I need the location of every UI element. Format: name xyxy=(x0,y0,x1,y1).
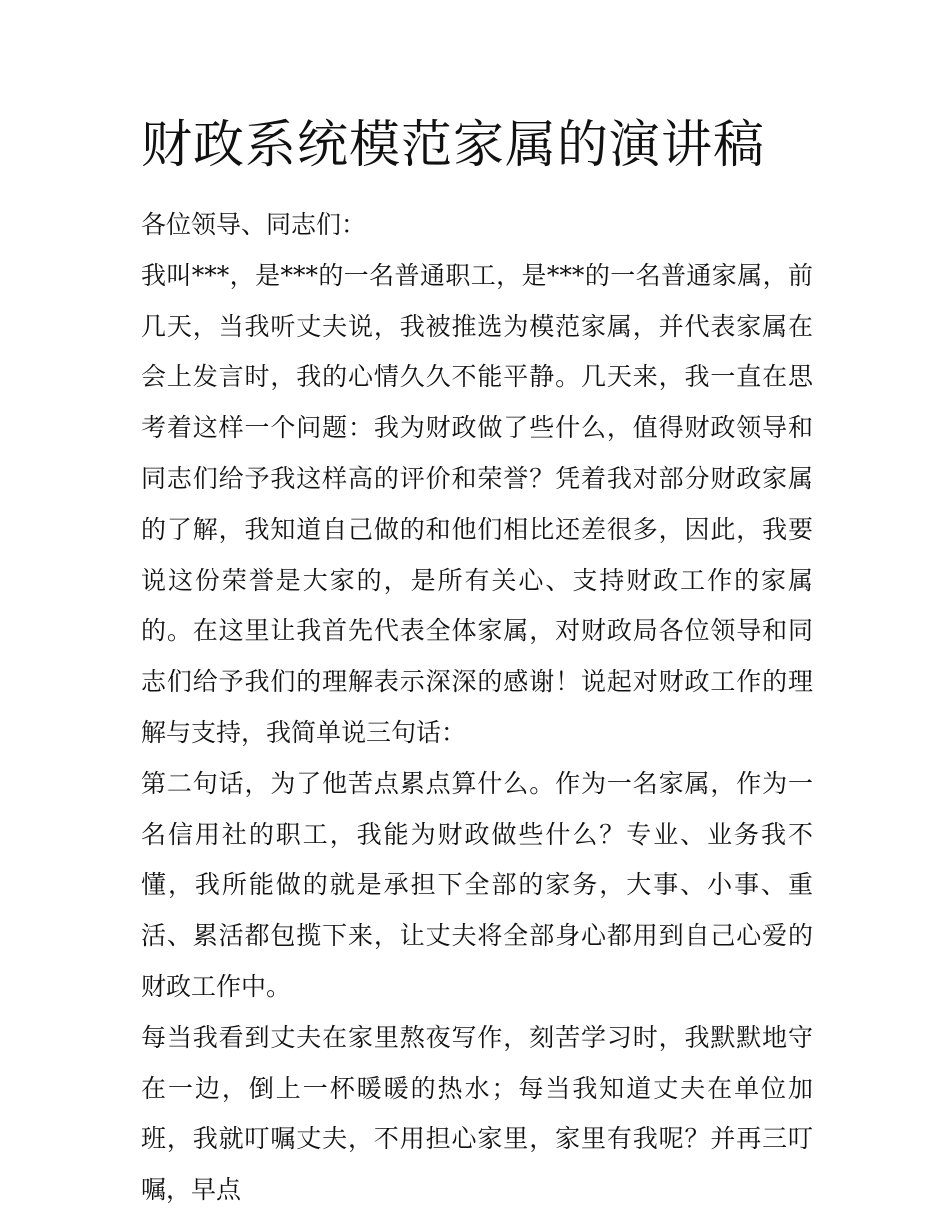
paragraph-greeting: 各位领导、同志们： xyxy=(141,210,367,239)
paragraph-introduction: 我叫***，是***的一名普通职工，是***的一名普通家属，前几天，当我听丈夫说，我被推选为模范家属，并代表家属在会上发言时，我的心情久久不能平静。几天来，我一直在思考着这样一个问题：我为财政做了些什么，值得财政领导和同志们给予我这样高的评价和荣誉？凭着我对部分财政家属的了解，我知道自己做的和他们相比还差很多，因此，我要说这份荣誉是大家的，是所有关心、支持财政工作的家属的。在这里让我首先代表全体家属，对财政局各位领导和同志们给予我们的理解表示深深的感谢！说起对财政工作的理解与支持，我简单说三句话： xyxy=(141,260,813,747)
document-title: 财政系统模范家属的演讲稿 xyxy=(141,116,766,175)
paragraph-husband-support: 每当我看到丈夫在家里熬夜写作，刻苦学习时，我默默地守在一边，倒上一杯暖暖的热水；每当我知道丈夫在单位加班，我就叮嘱丈夫，不用担心家里，家里有我呢？并再三叮嘱，早点 xyxy=(141,1022,813,1205)
document-page xyxy=(141,110,813,1216)
paragraph-second-point: 第二句话，为了他苦点累点算什么。作为一名家属，作为一名信用社的职工，我能为财政做些什么？专业、业务我不懂，我所能做的就是承担下全部的家务，大事、小事、重活、累活都包揽下来，让丈夫将全部身心都用到自己心爱的财政工作中。 xyxy=(141,768,813,1001)
